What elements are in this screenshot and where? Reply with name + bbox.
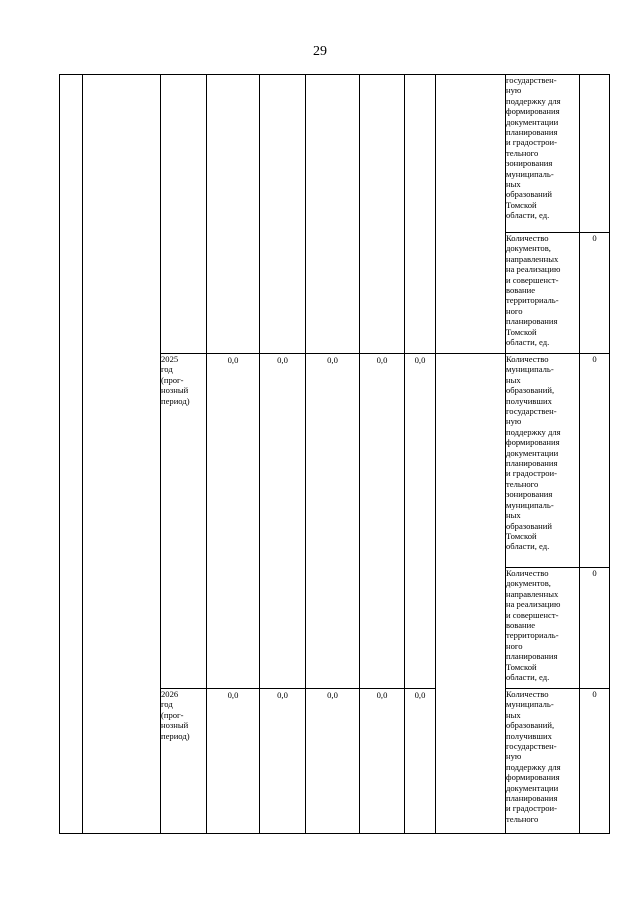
indicator-line: муниципаль- [506, 168, 554, 179]
indicator-line: тельного [506, 478, 539, 489]
value-cell: 0,0 [405, 354, 436, 689]
indicator-line: Количество [506, 233, 549, 243]
indicator-line: на реализацию [506, 264, 561, 275]
indicator-value-cell: 0 [580, 354, 610, 568]
indicator-line: на реализацию [506, 599, 561, 610]
indicator-line: тельного [506, 813, 539, 824]
value-cell: 0,0 [207, 354, 260, 689]
period-cell [161, 75, 207, 354]
indicator-line: и градострои- [506, 468, 557, 479]
indicator-value-cell: 0 [580, 568, 610, 689]
indicator-line: Томской [506, 661, 537, 672]
indicator-line: ного [506, 640, 523, 651]
indicator-line: ных [506, 510, 521, 521]
responsible-cell [436, 354, 506, 834]
period-line: период) [161, 730, 190, 741]
indicator-line: образований [506, 520, 552, 531]
indicator-line: ных [506, 709, 521, 720]
value-cell: 0,0 [260, 689, 306, 834]
indicator-line: муниципаль- [506, 364, 554, 375]
indicator-line: ных [506, 179, 521, 190]
task-name-cell [83, 75, 161, 834]
indicator-line: формирования [506, 106, 560, 117]
value-cell [360, 75, 405, 354]
indicator-line: муниципаль- [506, 499, 554, 510]
indicator-line: поддержку для [506, 426, 561, 437]
indicator-line: Количество [506, 568, 549, 578]
indicator-line: и градострои- [506, 137, 557, 148]
indicator-value-cell [580, 75, 610, 233]
indicator-line: ную [506, 751, 522, 762]
period-cell [161, 354, 207, 689]
indicator-line: Томской [506, 199, 537, 210]
indicator-line: поддержку для [506, 761, 561, 772]
indicator-line: государствен- [506, 406, 557, 417]
indicator-line: государствен- [506, 741, 557, 752]
indicator-line: ных [506, 374, 521, 385]
indicator-line: тельного [506, 147, 539, 158]
value-cell [306, 75, 360, 354]
indicator-cell [506, 354, 580, 568]
indicator-line: Томской [506, 326, 537, 337]
indicator-line: Количество [506, 689, 549, 699]
indicator-line: получивших [506, 395, 552, 406]
period-line: нозный [161, 720, 189, 731]
indicator-value-cell: 0 [580, 233, 610, 354]
indicator-line: образований [506, 189, 552, 200]
indicator-line: Количество [506, 354, 549, 364]
indicator-line: области, ед. [506, 210, 550, 221]
period-line: период) [161, 395, 190, 406]
indicator-line: ную [506, 85, 522, 96]
indicator-line: формирования [506, 437, 560, 448]
period-line: (прог- [161, 709, 184, 720]
indicator-line: планирования [506, 316, 558, 327]
indicator-line: и совершенст- [506, 609, 559, 620]
indicator-line: документации [506, 447, 559, 458]
indicator-line: Томской [506, 530, 537, 541]
indicator-line: территориаль- [506, 295, 559, 306]
indicator-line: области, ед. [506, 541, 550, 552]
value-cell: 0,0 [260, 354, 306, 689]
indicator-line: направленных [506, 588, 559, 599]
indicator-line: и совершенст- [506, 274, 559, 285]
value-cell: 0,0 [306, 354, 360, 689]
indicator-line: планирования [506, 458, 558, 469]
indicator-line: документации [506, 116, 559, 127]
value-cell: 0,0 [360, 354, 405, 689]
indicator-line: документов, [506, 243, 551, 254]
page-number: 29 [313, 44, 327, 59]
indicator-line: документации [506, 782, 559, 793]
indicator-cell [506, 75, 580, 233]
period-line: 2025 [161, 354, 179, 364]
period-cell [161, 689, 207, 834]
indicator-line: образований, [506, 385, 555, 396]
indicator-line: зонирования [506, 158, 553, 169]
indicator-line: области, ед. [506, 672, 550, 683]
responsible-cell [436, 75, 506, 354]
period-line: год [161, 364, 173, 375]
indicator-line: планирования [506, 651, 558, 662]
indicator-line: области, ед. [506, 337, 550, 348]
value-cell [207, 75, 260, 354]
indicator-line: планирования [506, 127, 558, 138]
value-cell [260, 75, 306, 354]
period-line: (прог- [161, 374, 184, 385]
period-line: нозный [161, 385, 189, 396]
indicator-line: государствен- [506, 75, 557, 85]
indicator-line: документов, [506, 578, 551, 589]
program-table [59, 74, 610, 834]
indicator-line: зонирования [506, 489, 553, 500]
indicator-line: формирования [506, 772, 560, 783]
indicator-line: территориаль- [506, 630, 559, 641]
period-line: 2026 [161, 689, 179, 699]
indicator-line: и градострои- [506, 803, 557, 814]
indicator-cell [506, 233, 580, 354]
indicator-line: муниципаль- [506, 699, 554, 710]
table-row [60, 75, 610, 233]
indicator-line: направленных [506, 253, 559, 264]
indicator-line: вование [506, 620, 536, 631]
value-cell: 0,0 [306, 689, 360, 834]
period-line: год [161, 699, 173, 710]
indicator-value-cell: 0 [580, 689, 610, 834]
indicator-line: поддержку для [506, 95, 561, 106]
indicator-line: ного [506, 305, 523, 316]
indicator-line: получивших [506, 730, 552, 741]
value-cell: 0,0 [405, 689, 436, 834]
indicator-line: ную [506, 416, 522, 427]
indicator-line: образований, [506, 720, 555, 731]
indicator-line: планирования [506, 793, 558, 804]
value-cell [405, 75, 436, 354]
indicator-cell [506, 568, 580, 689]
indicator-line: вование [506, 285, 536, 296]
indicator-cell [506, 689, 580, 834]
row-number-cell [60, 75, 83, 834]
value-cell: 0,0 [207, 689, 260, 834]
value-cell: 0,0 [360, 689, 405, 834]
